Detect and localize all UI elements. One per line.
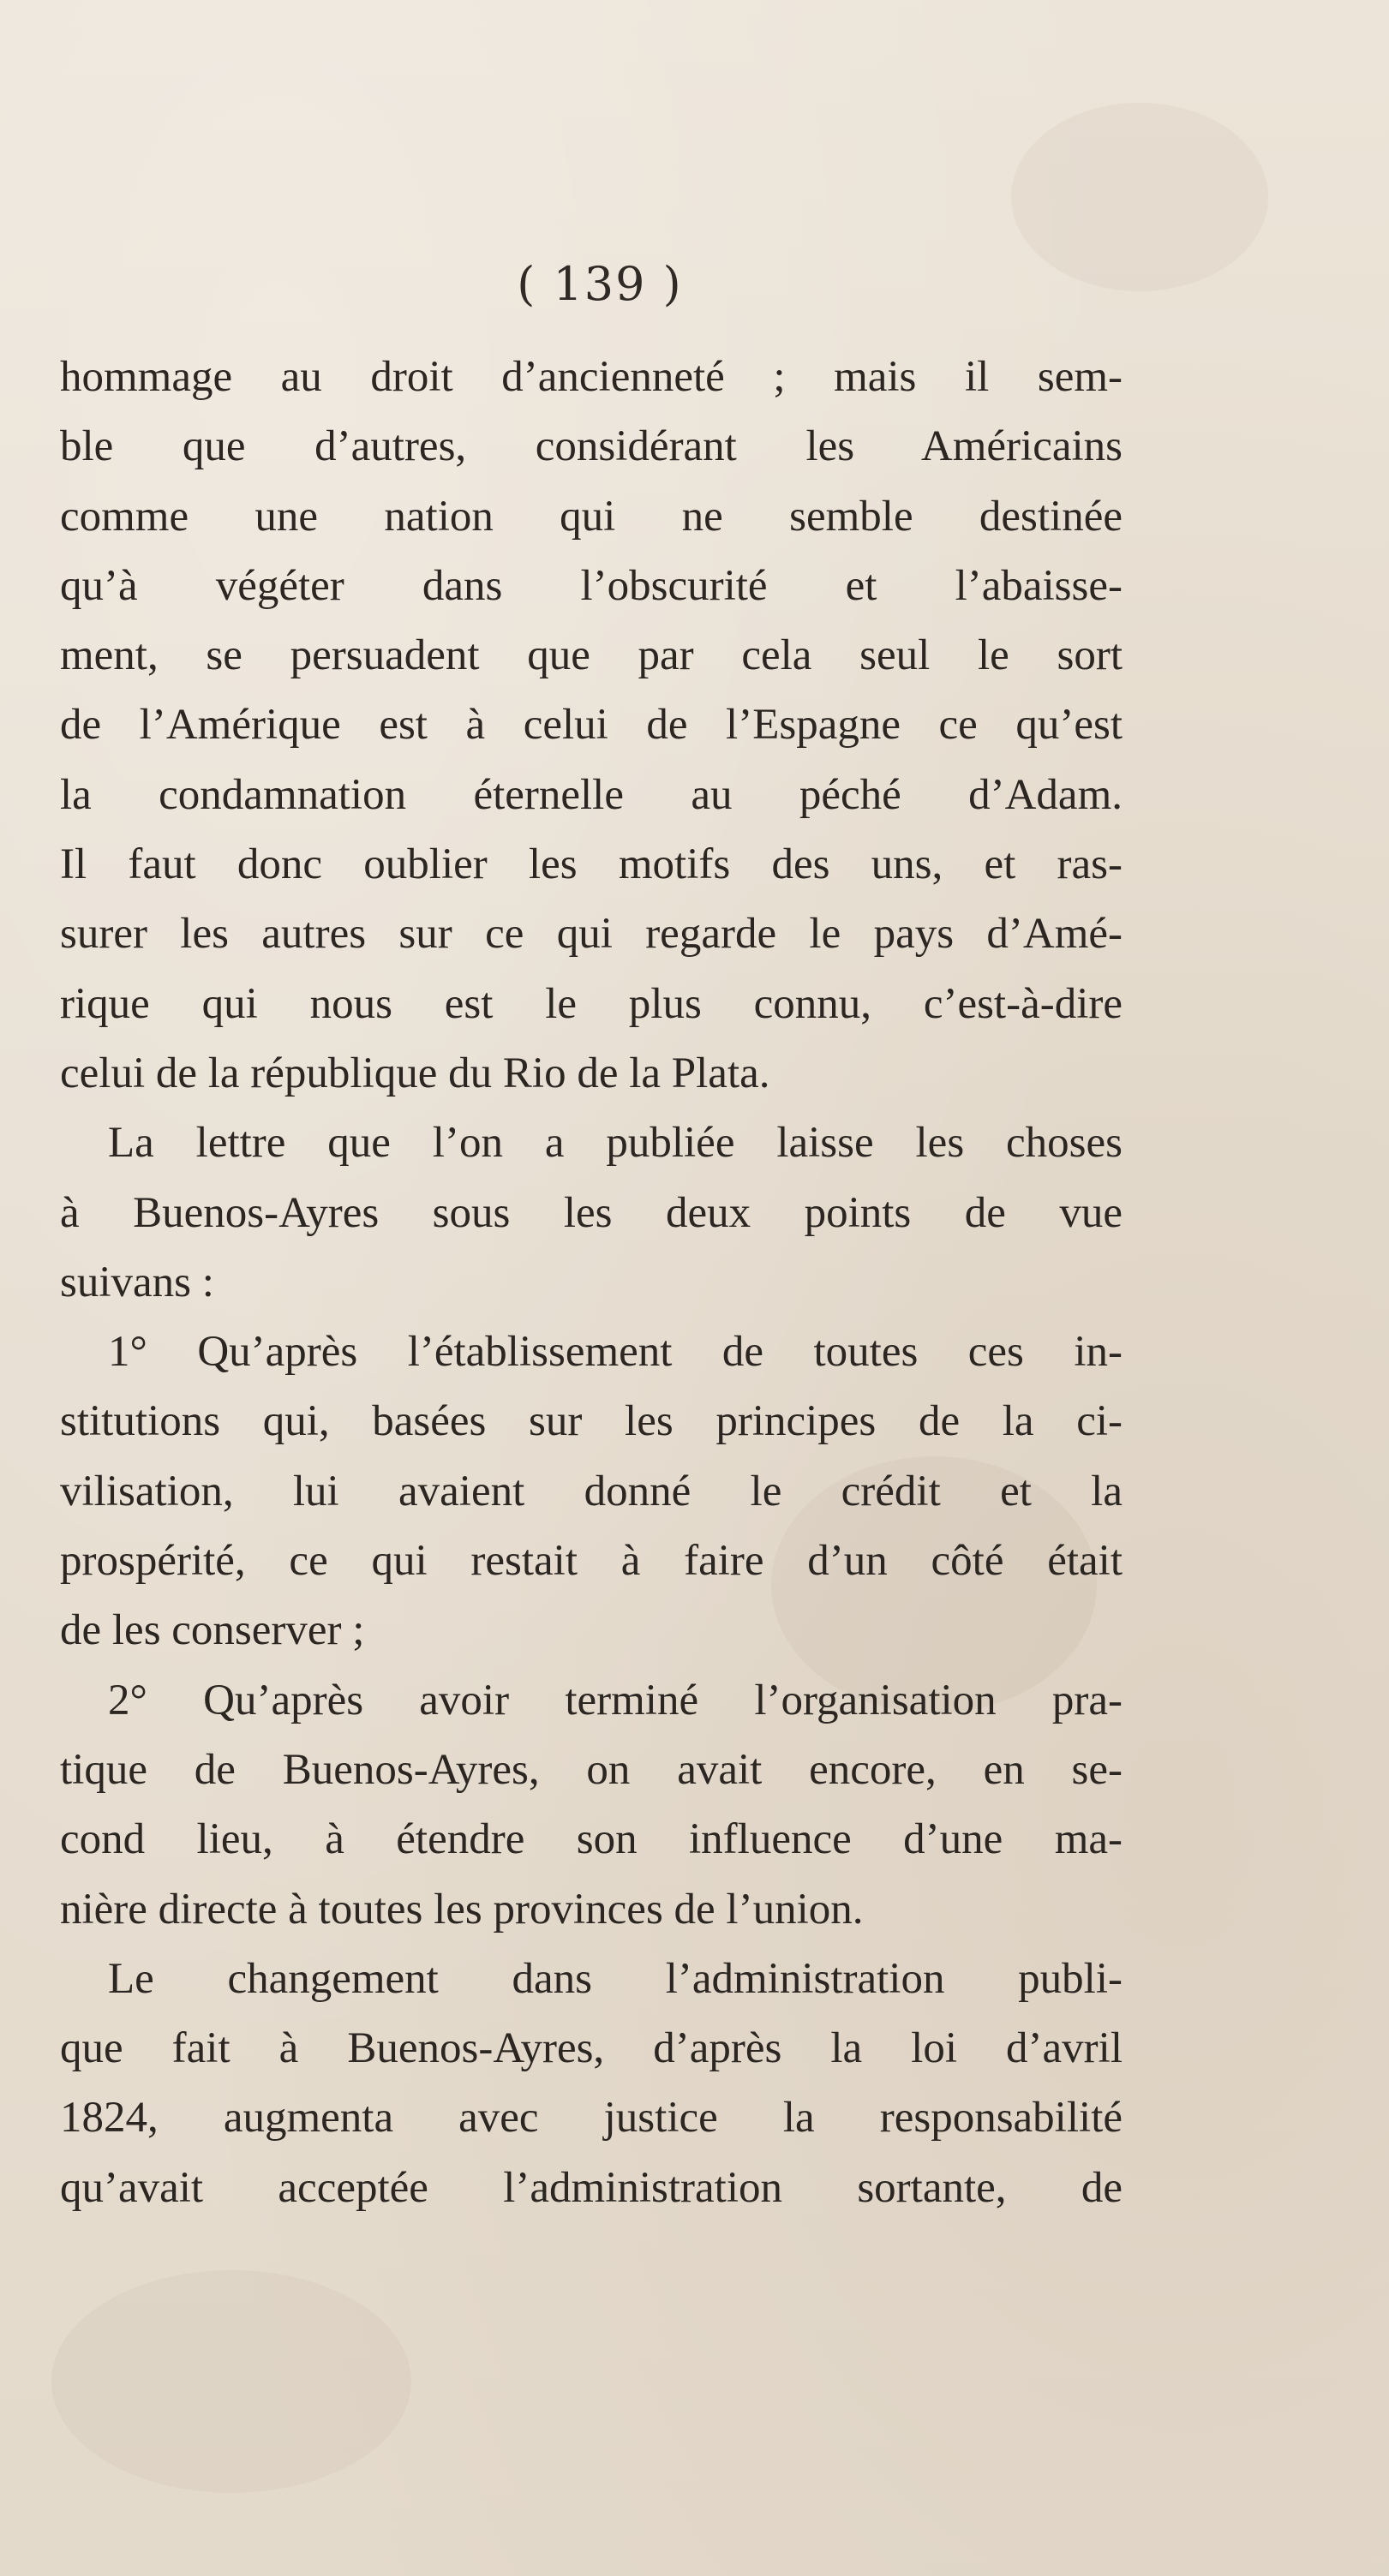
text-line: qu’à végéter dans l’obscurité et l’abaisse- [60, 561, 1123, 610]
text-line: suivans : [60, 1258, 214, 1306]
body-text [60, 343, 1123, 2223]
text-line: 1824, augmenta avec justice la responsabilité [60, 2094, 1123, 2143]
text-line: ble que d’autres, considérant les Américains [60, 422, 1123, 471]
text-line: comme une nation qui ne semble destinée [60, 492, 1123, 541]
text-line: que fait à Buenos-Ayres, d’après la loi d’avril [60, 2024, 1123, 2073]
text-line: Le changement dans l’administration publi- [108, 1954, 1123, 2003]
text-line: la condamnation éternelle au péché d’Adam. [60, 770, 1123, 819]
text-line: de les conserver ; [60, 1606, 365, 1655]
text-line: à Buenos-Ayres sous les deux points de vue [60, 1188, 1123, 1237]
text-line: stitutions qui, basées sur les principes de la ci- [60, 1397, 1123, 1446]
text-line: La lettre que l’on a publiée laisse les choses [108, 1119, 1123, 1168]
text-line: nière directe à toutes les provinces de l’union. [60, 1885, 864, 1933]
text-line: tique de Buenos-Ayres, on avait encore, en se- [60, 1745, 1123, 1794]
text-line: cond lieu, à étendre son influence d’une ma- [60, 1815, 1123, 1864]
text-line: 1° Qu’après l’établissement de toutes ces in- [108, 1328, 1123, 1377]
text-line: hommage au droit d’ancienneté ; mais il sem- [60, 353, 1123, 401]
paper-stain [51, 2270, 411, 2493]
text-line: 2° Qu’après avoir terminé l’organisation pra- [108, 1676, 1123, 1724]
text-line: ment, se persuadent que par cela seul le sort [60, 631, 1123, 680]
text-line: surer les autres sur ce qui regarde le pays d’Amé- [60, 910, 1123, 959]
text-line: de l’Amérique est à celui de l’Espagne ce qu’est [60, 701, 1123, 750]
text-line: qu’avait acceptée l’administration sortante, de [60, 2163, 1123, 2212]
text-line: vilisation, lui avaient donné le crédit et la [60, 1467, 1123, 1515]
text-line: prospérité, ce qui restait à faire d’un côté était [60, 1537, 1123, 1586]
text-line: Il faut donc oublier les motifs des uns, et ras- [60, 840, 1123, 889]
page-number: ( 139 ) [517, 257, 683, 311]
text-line: rique qui nous est le plus connu, c’est-à-dire [60, 979, 1123, 1028]
text-line: celui de la république du Rio de la Plata. [60, 1049, 770, 1097]
